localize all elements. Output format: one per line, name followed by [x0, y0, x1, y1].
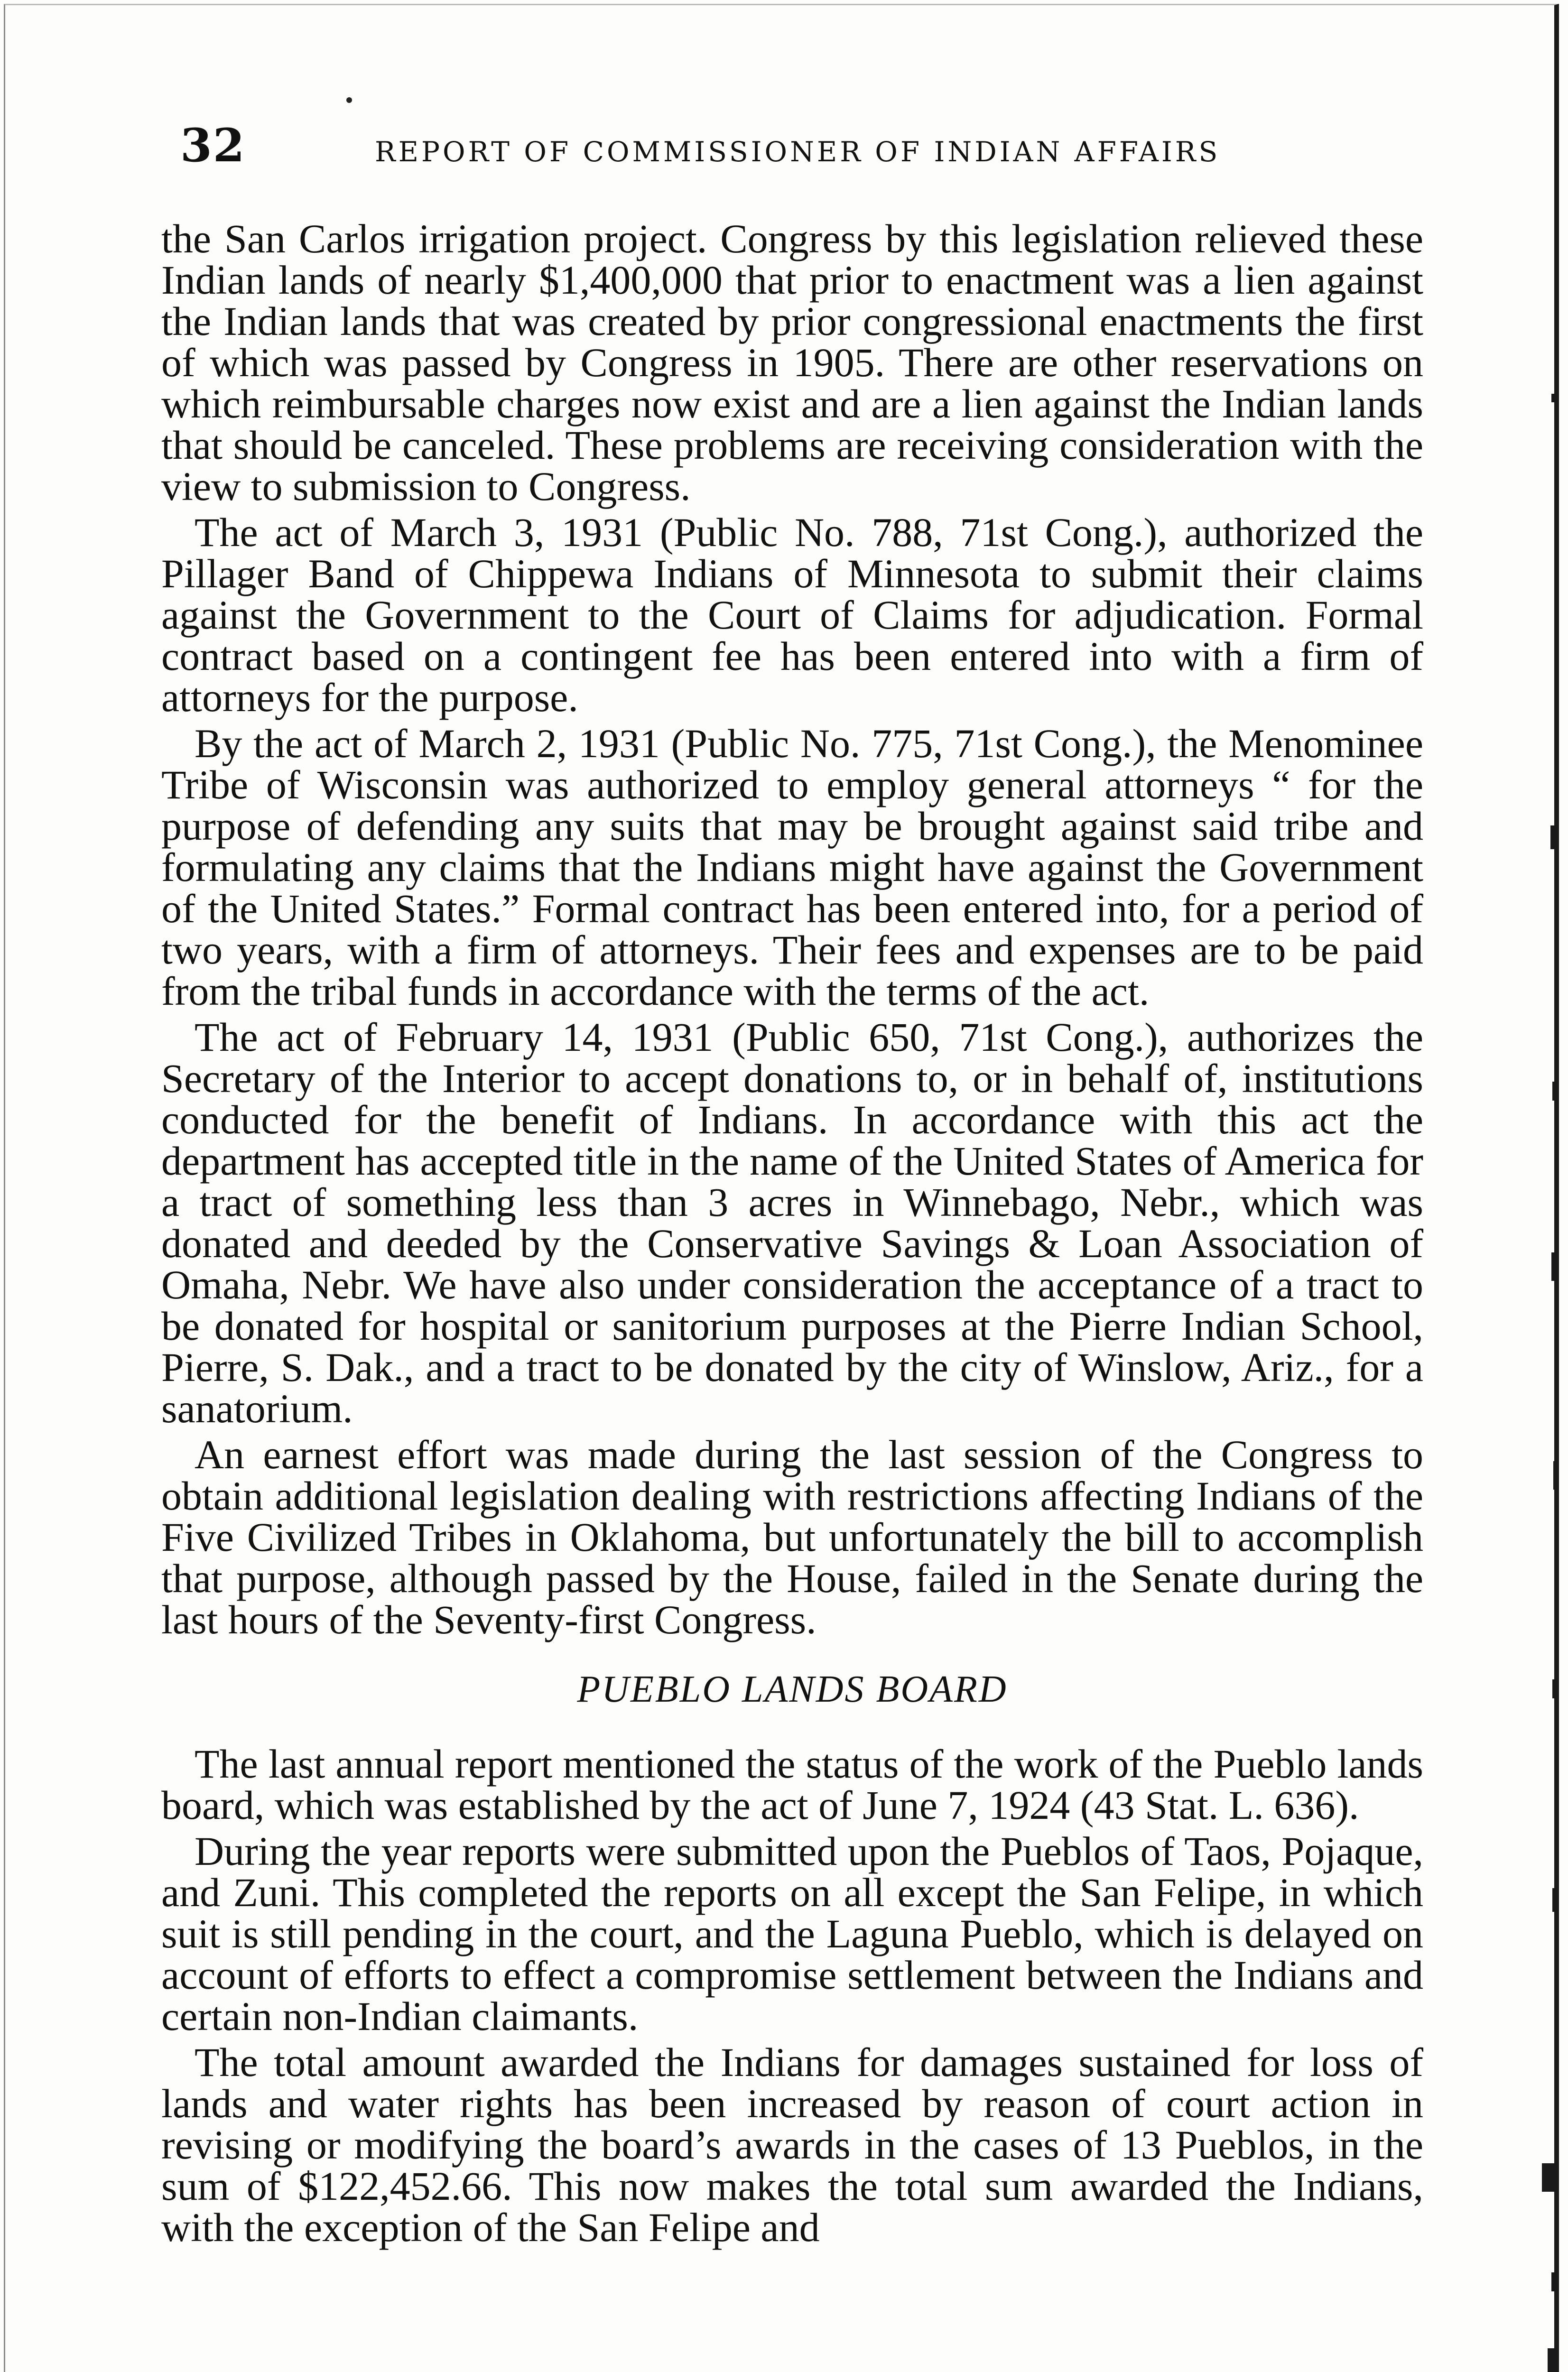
paragraph-menominee-tribe: By the act of March 2, 1931 (Public No. 775, 71st Cong.), the Menominee Tribe of Wisconsin was authorized to employ general attorneys “ for the purpose of defending any suits that may be brought against said tribe and formulating any claims that the Indians might have against the Government of the United States.” Formal contract has been entered into, for a period of two years, with a firm of attorneys. Their fees and expenses are to be paid from the tribal funds in accordance with the terms of the act. — [161, 721, 1423, 1014]
scan-mark — [1552, 1888, 1559, 1912]
page-header — [176, 119, 1457, 180]
scan-mark — [1554, 546, 1559, 574]
scan-mark — [1542, 2163, 1559, 2192]
paragraph-pillager-band: The act of March 3, 1931 (Public No. 788, 71st Cong.), authorized the Pillager Band of Chippewa Indians of Minnesota to submit their claims against the Government to the Court of Claims for adjudication. Formal contract based on a contingent fee has been entered into with a firm of attorneys for the purpose. — [161, 510, 1423, 720]
scan-mark — [1548, 2348, 1559, 2372]
scan-mark — [1555, 247, 1558, 280]
paragraph-pueblo-lands-board: The last annual report mentioned the status of the work of the Pueblo lands board, which was established by the act of June 7, 1924 (43 Stat. L. 636). — [161, 1741, 1423, 1828]
body-text — [161, 218, 1423, 2248]
section-heading: PUEBLO LANDS BOARD — [577, 1668, 1008, 1710]
running-head: REPORT OF COMMISSIONER OF INDIAN AFFAIRS — [375, 136, 1221, 168]
scan-mark — [1555, 674, 1559, 697]
paragraph-san-carlos: the San Carlos irrigation project. Congress by this legislation relieved these Indian lands of nearly $1,400,000 that prior to enactment was a lien against the Indian lands that was created by prior congressional enactments the first of which was passed by Congress in 1905. There are other reservations on which reimbursable charges now exist and are a lien against the Indian lands that should be canceled. These problems are receiving consideration with the view to submission to Congress. — [161, 216, 1423, 509]
scan-speck — [346, 97, 352, 103]
scan-mark — [1553, 1461, 1559, 1490]
paragraph-donations-act: The act of February 14, 1931 (Public 650, 71st Cong.), authorizes the Secretary of the Interior to accept donations to, or in behalf of, institutions conducted for the benefit of Indians. In accordance with this act the department has accepted title in the name of the United States of America for a tract of something less than 3 acres in Winnebago, Nebr., which was donated and deeded by the Conservative Savings & Loan Association of Omaha, Nebr. We have also under consideration the acceptance of a tract to be donated for hospital or sanitorium purposes at the Pierre Indian School, Pierre, S. Dak., and a tract to be donated by the city of Winslow, Ariz., for a sanatorium. — [161, 1014, 1423, 1431]
scan-mark — [1551, 394, 1559, 402]
scan-mark — [1551, 1252, 1559, 1281]
scan-mark — [1552, 1679, 1559, 1698]
scan-mark — [1552, 1082, 1559, 1101]
scan-mark — [1551, 2272, 1559, 2291]
paragraph-five-civilized-tribes: An earnest effort was made during the last session of the Congress to obtain additional legislation dealing with restrictions affecting Indians of the Five Civilized Tribes in Oklahoma, but unfortunately the bill to accomplish that purpose, although passed by the House, failed in the Senate during the last hours of the Seventy-first Congress. — [161, 1432, 1423, 1642]
paragraph-pueblo-reports: During the year reports were submitted upon the Pueblos of Taos, Pojaque, and Zuni. This completed the reports on all except the San Felipe, in which suit is still pending in the court, and the Laguna Pueblo, which is delayed on account of efforts to effect a compromise settlement between the Indians and certain non-Indian claimants. — [161, 1828, 1423, 2039]
scan-mark — [1550, 825, 1559, 849]
page-number: 32 — [180, 119, 246, 172]
paragraph-total-awards: The total amount awarded the Indians for damages sustained for loss of lands and water rights has been increased by reason of court action in revising or modifying the board’s awards in the cases of 13 Pueblos, in the sum of $122,452.66. This now makes the total sum awarded the Indians, with the exception of the San Felipe and — [161, 2039, 1423, 2250]
